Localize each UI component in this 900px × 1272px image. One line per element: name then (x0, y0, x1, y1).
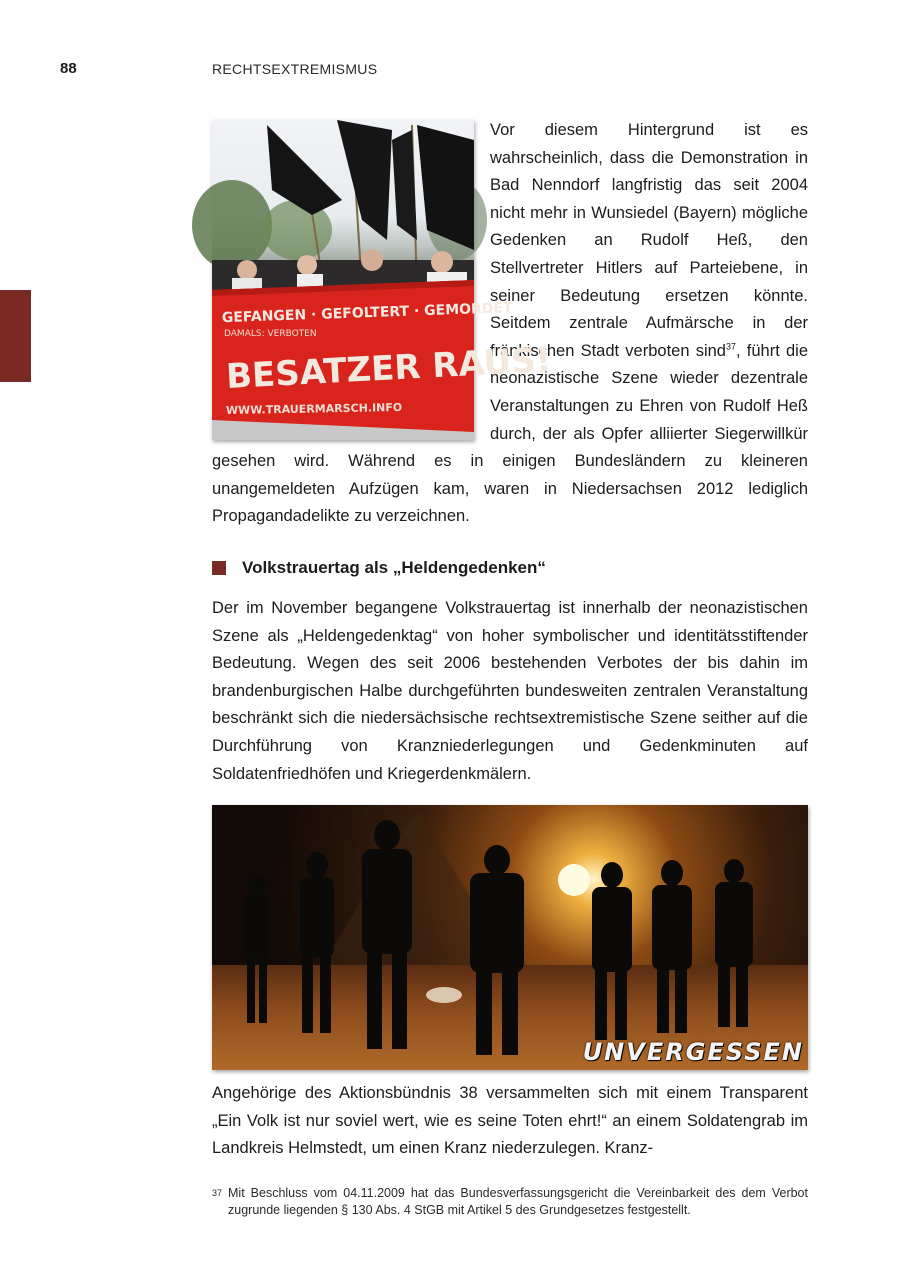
paragraph-1-text-continued: , führt die neonazistische Szene wieder dezentrale Veranstaltungen zu Ehren von Rudolf Heß durch, der als Opfer alliierter Siegerwillkür gesehen wird. Während es in einigen Bundesländern zu kleineren unangemeldeten Aufzügen kam, waren in Niedersachsen 2012 lediglich Propagandadelikte zu verzeichnen. (212, 341, 808, 526)
side-marker (0, 290, 31, 382)
footnote-reference[interactable]: 37 (725, 341, 736, 352)
demonstration-photo (212, 120, 553, 440)
section-heading (212, 558, 546, 578)
paragraph-3: Angehörige des Aktionsbündnis 38 versammelten sich mit einem Transparent „Ein Volk ist nur soviel wert, wie es seine Toten ehrt!“ an einem Soldatengrab im Landkreis Helmstedt, um einen Kranz niederzulegen. Kranz- (212, 1084, 808, 1158)
section-heading-text: Volkstrauertag als „Heldengedenken“ (242, 558, 546, 577)
banner-main-text: BESATZER RAUS! (225, 340, 553, 398)
page-number: 88 (60, 60, 77, 77)
banner-bottom-text: WWW.TRAUERMARSCH.INFO (225, 400, 403, 418)
night-gathering-drawing (212, 805, 808, 1070)
footnote (212, 1185, 808, 1219)
photo-caption: UNVERGESSEN (582, 1038, 804, 1066)
footnote-mark: 37 (212, 1188, 223, 1198)
paragraph-1-text: Vor diesem Hintergrund ist es wahrscheinlich, dass die Demonstration in Bad Nenndorf langfristig das seit 2004 nicht mehr in Wunsiedel (Bayern) mögliche Gedenken an Rudolf Heß, den Stellvertreter Hitlers auf Parteiebene, in seiner Bedeutung ersetzen könnte. Seitdem zentrale Aufmärsche in der fränkischen Stadt verboten sind (490, 121, 808, 360)
banner-top-text: GEFANGEN · GEFOLTERT · GEMORDET (221, 300, 513, 327)
paragraph-1 (212, 117, 808, 531)
banner-small-text: DAMALS: VERBOTEN (224, 329, 317, 339)
running-head: RECHTSEXTREMISMUS (212, 61, 378, 77)
footnote-text: Mit Beschluss vom 04.11.2009 hat das Bundesverfassungsgericht die Vereinbarkeit des dem Verbot zugrunde liegenden § 130 Abs. 4 StGB mit Artikel 5 des Grundgesetzes festgestellt. (228, 1186, 808, 1217)
paragraph-2: Der im November begangene Volkstrauertag ist innerhalb der neonazistischen Szene als „Heldengedenktag“ von hoher symbolischer und identitätsstiftender Bedeutung. Wegen des seit 2006 bestehenden Verbotes der bis dahin im brandenburgischen Halbe durchgeführten bundesweiten zentralen Veranstaltung beschränkt sich die niedersächsische rechtsextremistische Szene seither auf die Durchführung von Kranzniederlegungen und Gedenkminuten auf Soldatenfriedhöfen und Kriegerdenkmälern. (212, 599, 808, 783)
night-gathering-photo (212, 805, 808, 1070)
heading-square-icon (212, 561, 226, 575)
demonstration-photo-drawing (212, 120, 553, 440)
